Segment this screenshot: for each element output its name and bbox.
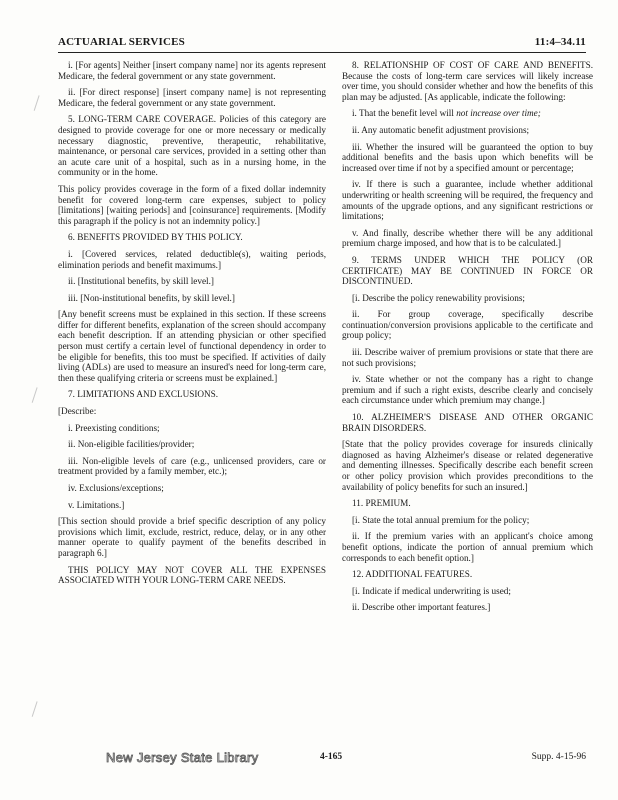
paragraph: ii. [Institutional benefits, by skill level.] [68,276,214,287]
paragraph: 7. LIMITATIONS AND EXCLUSIONS. [68,389,219,400]
paragraph: 9. TERMS UNDER WHICH THE POLICY (OR CERTIFICATE) MAY BE CONTINUED IN FORCE OR DISCONTINUED. [342,254,593,287]
header-section-number: 11:4–34.11 [534,36,586,48]
page-number: 4-165 [320,752,343,762]
paragraph: v. Limitations.] [68,499,125,510]
paragraph: ii. For group coverage, specifically describe continuation/conversion provisions applicable to the certificate and group policy; [342,309,593,341]
paragraph: v. And finally, describe whether there will be any additional premium charge imposed, and how that is to be calculated.] [342,227,593,249]
header-title: ACTUARIAL SERVICES [58,36,185,48]
paragraph: [i. State the total annual premium for the policy; [352,514,530,525]
paragraph: ii. Non-eligible facilities/provider; [68,439,195,450]
paragraph: ii. Describe other important features.] [352,602,491,613]
supplement-date: Supp. 4-15-96 [531,752,586,762]
paragraph: ii. [For direct response] [insert company name] is not representing Medicare, the federal government or any state government. [58,87,326,108]
paragraph: THIS POLICY MAY NOT COVER ALL THE EXPENSES ASSOCIATED WITH YOUR LONG-TERM CARE NEEDS. [58,564,326,586]
paragraph: This policy provides coverage in the form of a fixed dollar indemnity benefit for covered long-term care expenses, subject to policy [limitations] [waiting periods] and [coinsurance] requirements. [Modify this paragraph if the policy is not an indemnity policy.] [58,183,326,226]
paragraph: 8. RELATIONSHIP OF COST OF CARE AND BENEFITS. Because the costs of long-term care services will likely increase over time, you should consider whether and how the benefits of this plan may be adjusted. [As applicable, indicate the following: [342,60,593,102]
header-rule [58,52,586,53]
paragraph: i. [For agents] Neither [insert company name] nor its agents represent Medicare, the federal government or any state government. [58,60,326,81]
paragraph: iv. Exclusions/exceptions; [68,483,164,493]
paragraph: 10. ALZHEIMER'S DISEASE AND OTHER ORGANIC BRAIN DISORDERS. [342,412,593,433]
scan-mark [34,95,46,112]
paragraph: [State that the policy provides coverage for insureds clinically diagnosed as having Alzheimer's disease or related degenerative and dementing illnesses. Specifically describe each benefit screen or other policy provision which provides preconditions to the availability of policy benefits for such an insured.] [342,439,593,492]
paragraph: 11. PREMIUM. [352,498,411,509]
paragraph: [Any benefit screens must be explained in this section. If these screens differ for different benefits, explanation of the screen should accompany each benefit description. If an attending physician or other specified person must certify a certain level of functional dependency in order to be eligible for benefits, this too must be specified. If activities of daily living (ADLs) are used to measure an insured's need for long-term care, then these qualifying criteria or screens must be explained.] [58,309,326,383]
paragraph: ii. Any automatic benefit adjustment provisions; [352,124,530,135]
paragraph: iii. [Non-institutional benefits, by skill level.] [68,292,235,303]
paragraph: [i. Describe the policy renewability provisions; [352,292,525,303]
left-column [58,60,326,592]
paragraph: [Describe: [58,406,97,417]
paragraph: [i. Indicate if medical underwriting is used; [352,585,511,596]
paragraph: iv. State whether or not the company has a right to change premium and if such a right exists, describe clearly and concisely each circumstance under which premium may change.] [342,374,593,406]
paragraph: ii. If the premium varies with an applicant's choice among benefit options, indicate the portion of annual premium which corresponds to each benefit option.] [342,531,593,563]
scan-mark [32,701,44,718]
paragraph: i. That the benefit level will not increase over time; [352,108,541,119]
right-column [342,60,593,619]
paragraph: i. Preexisting conditions; [68,422,160,433]
paragraph: 12. ADDITIONAL FEATURES. [352,569,473,580]
paragraph: [This section should provide a brief specific description of any policy provisions which limit, exclude, restrict, reduce, delay, or in any other manner operate to qualify payment of the benefits described in paragraph 6.] [58,516,326,558]
paragraph: 6. BENEFITS PROVIDED BY THIS POLICY. [68,232,243,243]
page-footer [58,752,586,768]
paragraph: 5. LONG-TERM CARE COVERAGE. Policies of this category are designed to provide coverage for one or more necessary or medically necessary diagnostic, preventive, therapeutic, rehabilitative, maintenance, or personal care services, provided in a setting other than an acute care unit of a hospital, such as in a nursing home, in the community or in the home. [58,114,326,178]
paragraph: iii. Whether the insured will be guaranteed the option to buy additional benefits and the basis upon which benefits will be increased over time if not by a specified amount or percentage; [342,141,593,173]
paragraph: iii. Describe waiver of premium provisions or state that there are not such provisions; [342,347,593,368]
paragraph: i. [Covered services, related deductible(s), waiting periods, elimination periods and benefit maximums.] [58,248,326,270]
paragraph: iii. Non-eligible levels of care (e.g., unlicensed providers, care or treatment provided by a family member, etc.); [58,455,326,477]
paragraph: iv. If there is such a guarantee, include whether additional underwriting or health screening will be required, the frequency and amounts of the upgrade options, and any significant restrictions or limitations; [342,179,593,222]
scan-mark [32,387,44,404]
running-header [58,36,586,52]
library-stamp: New Jersey State Library [106,750,259,765]
